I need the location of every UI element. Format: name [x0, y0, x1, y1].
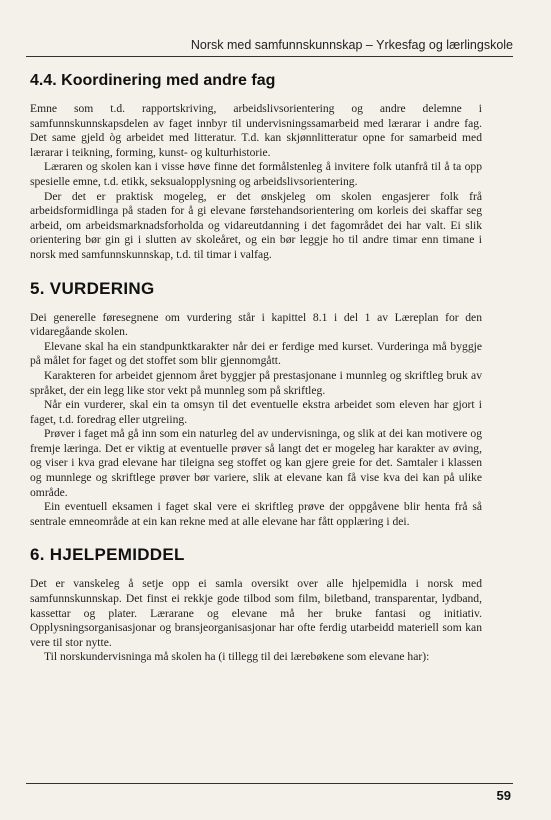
paragraph: Elevane skal ha ein standpunktkarakter når dei er ferdige med kurset. Vurderinga må byggje på målet for faget og det stoffet som blir gjennomgått.	[30, 339, 482, 368]
section-heading-coordination: 4.4. Koordinering med andre fag	[30, 72, 276, 89]
paragraph: Dei generelle føresegnene om vurdering står i kapittel 8.1 i del 1 av Læreplan for den vidaregåande skolen.	[30, 310, 482, 339]
paragraph: Der det er praktisk mogeleg, er det ønskjeleg om skolen engasjerer folk frå arbeidsformidlinga på staden for å gi elevane førstehandsorientering om korleis dei skaffar seg arbeid, om arbeidsmarknadsforholda og vidareutdanning i det fagområdet dei har valt. Ei slik orientering bør gin gi i slutten av skoleåret, og ein bør leggje ho til andre timar enn timane i norsk med samfunnskunnskap, t.d. til timar i valfag.	[30, 189, 482, 261]
paragraph: Til norskundervisninga må skolen ha (i tillegg til dei lærebøkene som elevane har):	[44, 650, 430, 664]
paragraph: Emne som t.d. rapportskriving, arbeidslivsorientering og andre delemne i samfunnskunnskapsdelen av faget innbyr til undervisningssamarbeid med lærarar i andre fag. Det same gjeld òg arbeidet med litteratur. T.d. kan skjønnlitteratur opne for samarbeid med lærarar i teikning, forming, kunst- og kulturhistorie.	[30, 102, 482, 159]
paragraph: Læraren og skolen kan i visse høve finne det formålstenleg å invitere folk utanfrå til å ta opp spesielle emne, t.d. etikk, seksualopplysning og arbeidslivsorientering.	[30, 160, 482, 188]
footer-divider	[26, 783, 513, 784]
page-content	[30, 66, 482, 665]
paragraph: Det er vanskeleg å setje opp ei samla oversikt over alle hjelpemidla i norsk med samfunnskunnskap. Det finst ei rekkje gode tilbod som film, biletband, transparentar, lydband, kassettar og plater. Lærarane og elevane må her bruke fantasi og initiativ. Opplysningsorganisasjonar og bransjeorganisasjonar har ofte ferdig utarbeidd materiell som kan vere til stor nytte.	[30, 577, 482, 649]
header-divider	[26, 56, 513, 57]
paragraph: Karakteren for arbeidet gjennom året byggjer på prestasjonane i munnleg og skriftleg bruk av språket, der ein legg like stor vekt på munnleg som på skriftleg.	[30, 368, 482, 397]
page-number: 59	[496, 788, 511, 803]
section-heading-assessment: 5. VURDERING	[30, 278, 155, 298]
section-heading-aids: 6. HJELPEMIDDEL	[30, 545, 185, 565]
running-header: Norsk med samfunnskunnskap – Yrkesfag og lærlingskole	[190, 38, 513, 52]
paragraph: Prøver i faget må gå inn som ein naturleg del av undervisninga, og slik at dei kan motivere og fremje læringa. Det er viktig at eventuelle prøver så langt det er mogeleg har karakter av øving, og viser i kva grad elevane har tileigna seg stoffet og kan gjere greie for det. Samtaler i klassen og munnlege og skriftlege prøver bør variere, slik at elevane kan få vise kva dei kan på ulike område.	[30, 427, 482, 499]
paragraph: Ein eventuell eksamen i faget skal vere ei skriftleg prøve der oppgåvene blir henta frå så sentrale emneområde at ein kan rekne med at alle elevane har fått opplæring i dei.	[30, 500, 482, 528]
paragraph: Når ein vurderer, skal ein ta omsyn til det eventuelle ekstra arbeidet som eleven har gjort i faget, t.d. foredrag eller utgreiing.	[30, 398, 482, 426]
